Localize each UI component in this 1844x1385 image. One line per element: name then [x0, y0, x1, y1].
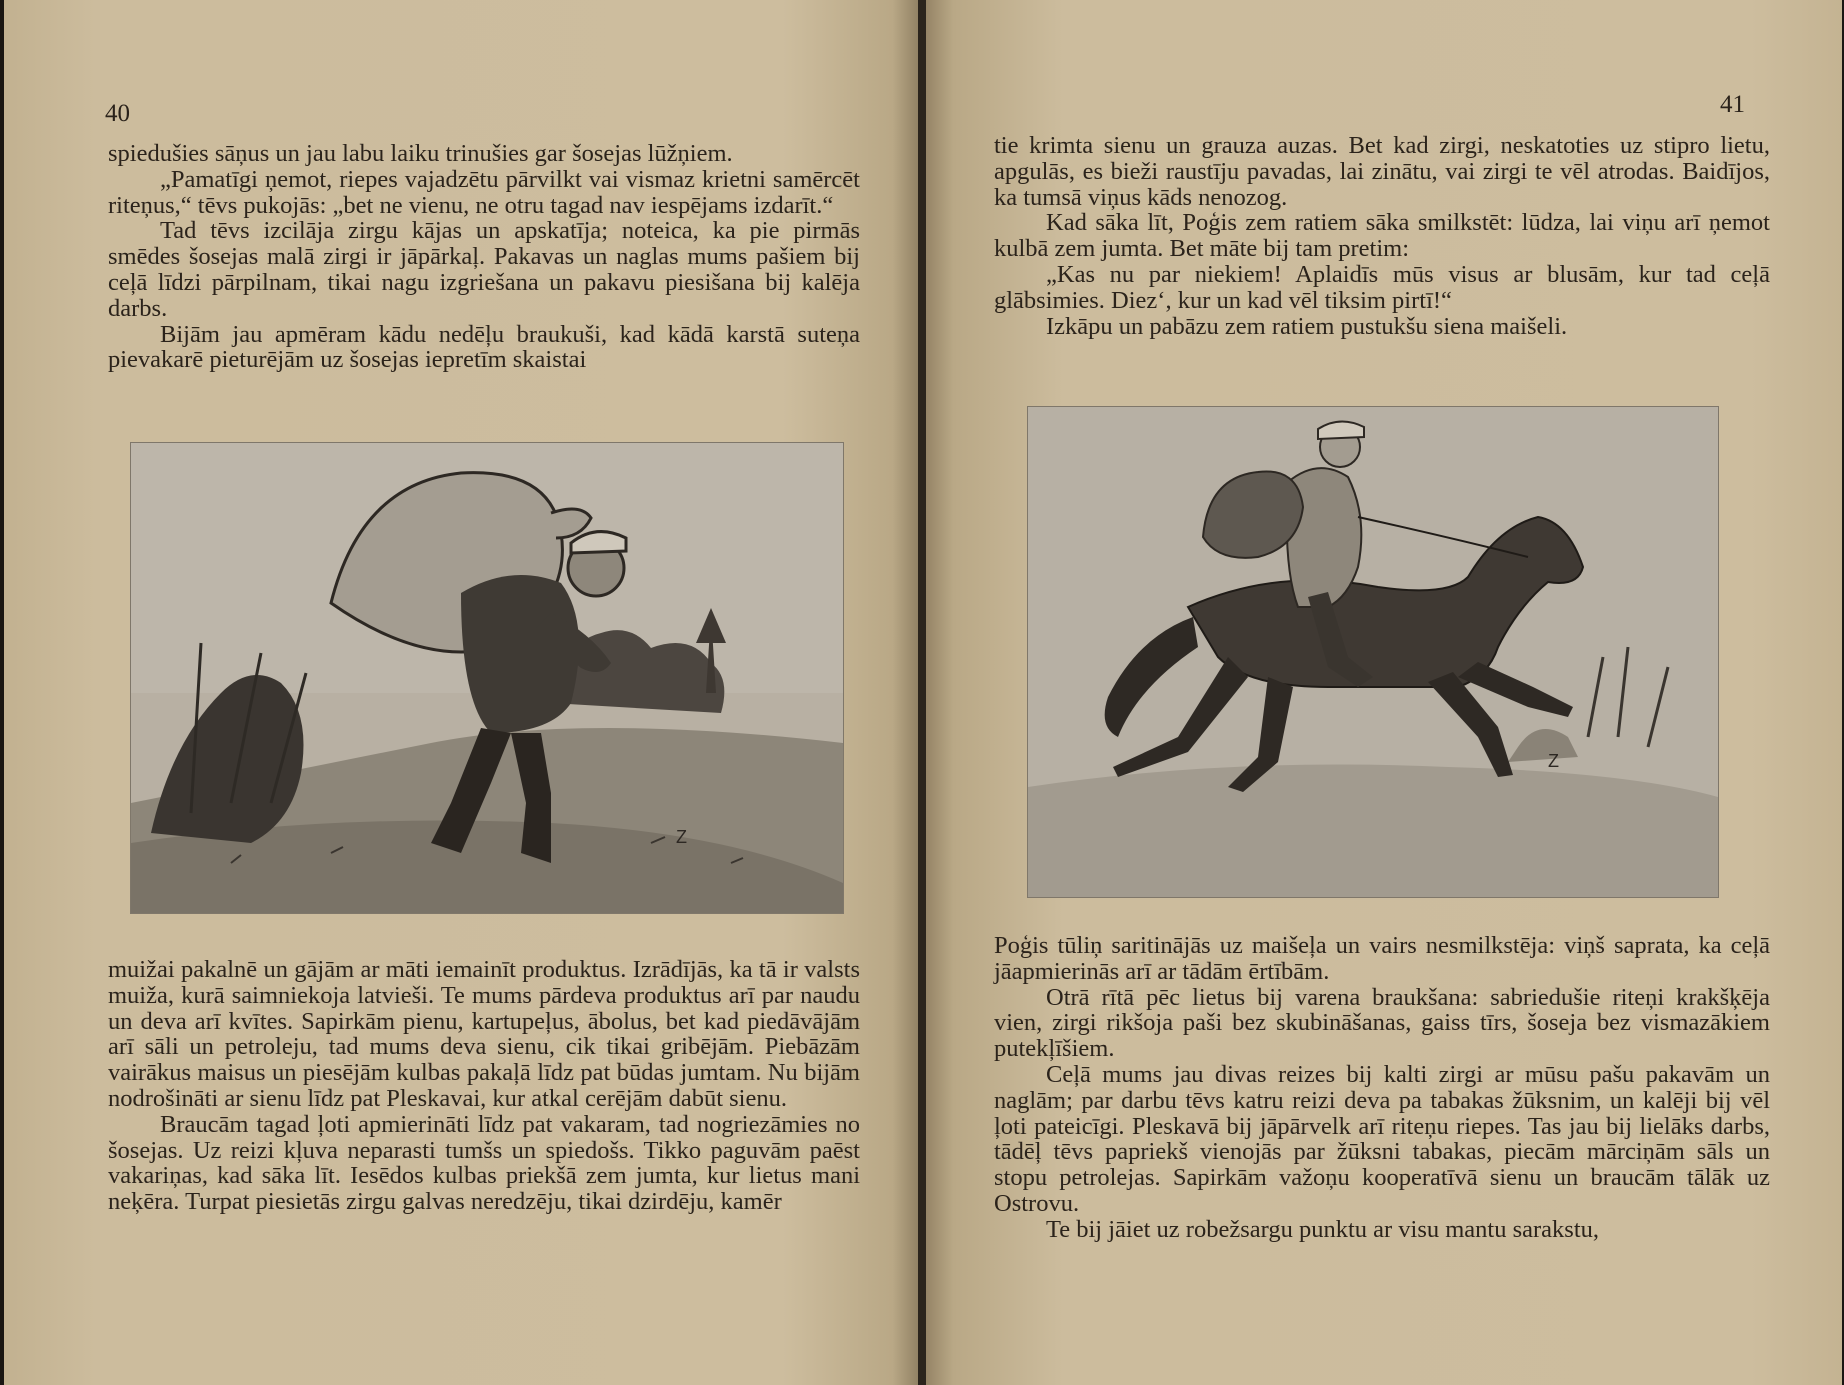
rider-on-horse-illustration: [1027, 406, 1719, 898]
paragraph: Bijām jau apmēram kādu nedēļu braukuši, kad kādā karstā suteņa pievakarē pieturējām uz šosejas iepretīm skaistai: [108, 320, 860, 374]
paragraph: Otrā rītā pēc lietus bij varena braukšana: sabriedušie riteņi krakšķēja vien, zirgi rikšoja paši bez skubināšanas, gaiss tīrs, šoseja bez vismazākiem putekļīšiem.: [994, 983, 1770, 1063]
paragraph: Izkāpu un pabāzu zem ratiem pustukšu siena maišeli.: [1046, 312, 1568, 340]
paragraph: „Pamatīgi ņemot, riepes vajadzētu pārvilkt vai vismaz krietni samērcēt riteņus,“ tēvs pukojās: „bet ne vienu, ne otru tagad nav iespējams izdarīt.“: [108, 165, 860, 219]
paragraph: Kad sāka līt, Poģis zem ratiem sāka smilkstēt: lūdza, lai viņu arī ņemot kulbā zem jumta. Bet māte bij tam pretim:: [994, 209, 1770, 263]
paragraph: „Kas nu par niekiem! Aplaidīs mūs visus ar blusām, kur tad ceļā glābsimies. Diez‘, kur un kad vēl tiksim pirtī!“: [994, 260, 1770, 314]
page-number-right: 41: [1720, 91, 1745, 118]
paragraph: Tad tēvs izcilāja zirgu kājas un apskatīja; noteica, ka pie pirmās smēdes šosejas malā zirgi ir jāpārkaļ. Pakavas un naglas mums pašiem bij ceļā līdzi pārpilnam, tikai nagu izgriešana un pakavu piesišana bij kalēja darbs.: [108, 217, 860, 322]
illustration-drawing: [131, 443, 843, 913]
right-page: [926, 0, 1842, 1385]
right-top-text: [994, 133, 1770, 339]
illustration-drawing: [1028, 407, 1718, 897]
left-page: [4, 0, 920, 1385]
paragraph: muižai pakalnē un gājām ar māti iemainīt produktus. Izrādījās, ka tā ir valsts muiža, kurā saimniekoja latvieši. Te mums pārdeva produktus arī par naudu un deva arī kvītes. Sapirkām pienu, kartupeļus, ābolus, bet kad piedāvājām arī sāli un petroleju, tad mums deva sienu, cik tikai gribējām. Piebāzām vairākus maisus un piesējām kulbas pakaļā līdz pat būdas jumtam. Nu bijām nodrošināti ar sienu līdz pat Pleskavai, kur atkal cerējām dabūt sienu.: [108, 956, 860, 1112]
left-top-text: [108, 141, 860, 373]
paragraph: Ceļā mums jau divas reizes bij kalti zirgi ar mūsu pašu pakavām un naglām; par darbu tēvs katru reizi deva pa tabakas žūksnim, un kalēji bij vēl ļoti pateicīgi. Pleskavā bij jāpārvelk arī riteņu riepes. Tas jau bij lielāks darbs, tādēļ tēvs papriekš vienojās par žūksni tabakas, piecām mārciņām sāls un stopu petrolejas. Sapirkām važoņu kooperatīvā sienu un braucām tālāk uz Ostrovu.: [994, 1060, 1770, 1217]
svg-text:Z: Z: [676, 827, 687, 847]
page-number-left: 40: [105, 100, 130, 127]
paragraph: Braucām tagad ļoti apmierināti līdz pat vakaram, tad nogriezāmies no šosejas. Uz reizi kļuva neparasti tumšs un spiedošs. Tikko paguvām paēst vakariņas, kad sāka līt. Iesēdos kulbas priekšā zem jumta, kur lietus mani neķēra. Turpat piesietās zirgu galvas neredzēju, tikai dzirdēju, kamēr: [108, 1110, 860, 1216]
man-carrying-sack-illustration: [130, 442, 844, 914]
paragraph: Te bij jāiet uz robežsargu punktu ar visu mantu sarakstu,: [1046, 1215, 1600, 1243]
paragraph: spiedušies sāņus un jau labu laiku trinušies gar šosejas lūžņiem.: [108, 140, 733, 167]
left-bottom-text: [108, 957, 860, 1215]
paragraph: tie krimta sienu un grauza auzas. Bet kad zirgi, neskatoties uz stipro lietu, apgulās, es bieži raustīju pavadas, lai zinātu, vai zirgi te vēl atrodas. Baidījos, ka tumsā viņus kāds nenozog.: [994, 132, 1770, 211]
paragraph: Poģis tūliņ saritinājās uz maišeļa un vairs nesmilkstēja: viņš saprata, ka ceļā jāapmierinās arī ar tādām ērtībām.: [994, 932, 1770, 985]
right-bottom-text: [994, 933, 1770, 1243]
svg-text:Z: Z: [1548, 751, 1559, 771]
